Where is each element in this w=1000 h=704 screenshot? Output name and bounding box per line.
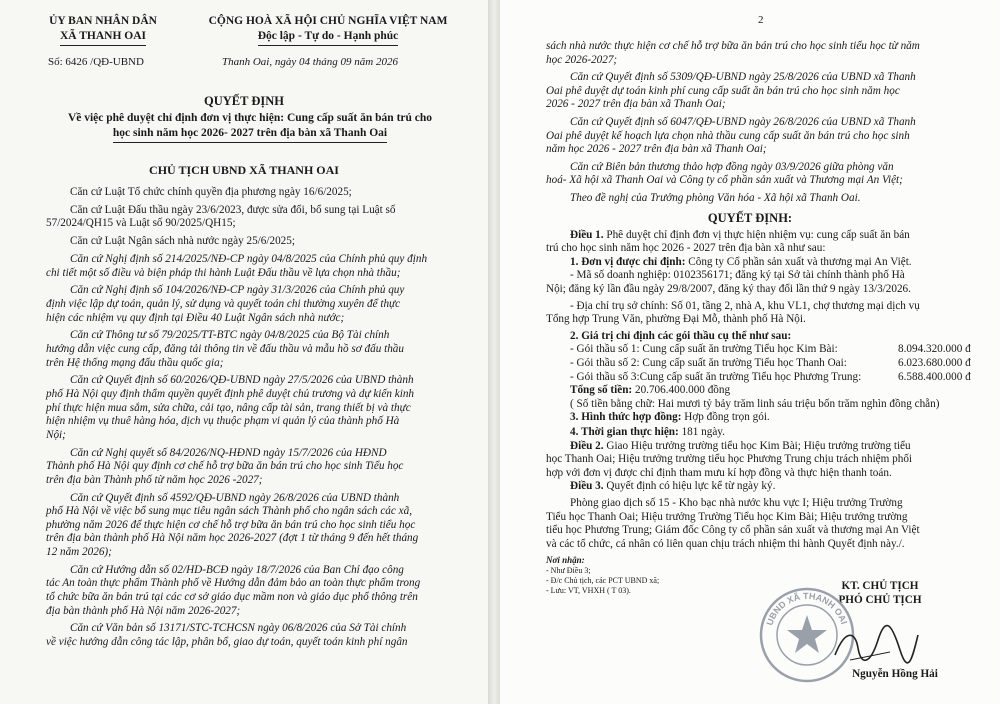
article-1-line: trú cho học sinh năm học 2026 - 2027 trên địa bàn xã như sau: xyxy=(546,242,826,255)
total-in-words: ( Số tiền bằng chữ: Hai mươi tỷ bảy trăm linh sáu triệu bốn trăm nghìn đồng chẵn) xyxy=(570,397,940,410)
legal-basis-line: địa bàn thành phố Hà Nội năm 2026-2027; xyxy=(46,604,241,617)
tax-info-line: - Mã số doanh nghiệp: 0102356171; đăng ký tại Sở tài chính thành phố Hà xyxy=(570,269,905,282)
basis-line: Căn cứ Biên bản thương thảo hợp đồng ngày 03/9/2026 giữa phòng văn xyxy=(570,160,894,173)
signer-name: Nguyễn Hồng Hải xyxy=(852,668,938,680)
packages-heading: 2. Giá trị chỉ định các gói thầu cụ thể như sau: xyxy=(570,329,792,342)
recipient-line: - Lưu: VT, VHXH ( T 03). xyxy=(546,586,631,596)
address-line: Tổng hợp Trung Văn, phường Đại Mỗ, thành phố Hà Nội. xyxy=(546,313,806,326)
legal-basis-line: Căn cứ Văn bản số 13171/STC-TCHCSN ngày 06/8/2026 của Sở Tài chính xyxy=(70,622,407,635)
basis-line: năm học 2026 - 2027 trên địa bàn xã Thanh Oai; xyxy=(546,143,767,156)
contract-type xyxy=(570,411,990,425)
legal-basis-line: Căn cứ Nghị quyết số 84/2026/NQ-HĐND ngày 15/7/2026 của HĐND xyxy=(70,446,387,459)
legal-basis-line: trên địa bàn Thành phố từ năm học 2026 -2027; xyxy=(46,473,263,486)
sign-title-1: KT. CHỦ TỊCH xyxy=(841,580,919,592)
package-name: - Gói thầu số 3:Cung cấp suất ăn trường Tiểu học Phương Trung: xyxy=(570,370,862,383)
legal-basis-line: 12 năm 2026); xyxy=(46,546,112,558)
article-3-line: tiểu học Phương Trung; Giám đốc Công ty cổ phần sản xuất và thương mại An Việt xyxy=(546,524,920,537)
basis-line: Căn cứ Quyết định số 6047/QĐ-UBND ngày 26/8/2026 của UBND xã Thanh xyxy=(570,116,916,128)
legal-basis-line: Căn cứ Luật Tổ chức chính quyền địa phương ngày 16/6/2025; xyxy=(70,186,352,198)
nation-line-1: CỘNG HOÀ XÃ HỘI CHỦ NGHĨA VIỆT NAM xyxy=(208,15,448,27)
duration xyxy=(570,426,990,440)
org-line-1: ỦY BAN NHÂN DÂN xyxy=(49,15,157,27)
document-number: Số: 6426 /QĐ-UBND xyxy=(48,56,144,68)
total-amount-label: Tổng số tiền: xyxy=(570,384,633,397)
legal-basis-line: tổ chức bữa ăn bán trú tại các cơ sở giáo dục mầm non và giáo dục phổ thông trên xyxy=(46,591,418,603)
legal-basis-line: hiện các nhiệm vụ quy định tại Điều 40 Luật Ngân sách nhà nước; xyxy=(46,311,345,324)
article-3-line: Tiểu học Thanh Oai; Hiệu trưởng Trường Tiểu học Kim Bài; Hiệu trưởng trường xyxy=(546,510,908,523)
contract-type-label: 3. Hình thức hợp đồng: xyxy=(570,411,682,424)
legal-basis-line: phường năm 2026 để thực hiện cơ chế hỗ trợ bữa ăn bán trú cho học sinh tiểu học xyxy=(46,518,416,531)
continued-line: sách nhà nước thực hiện cơ chế hỗ trợ bữa ăn bán trú cho học sinh tiểu học từ năm xyxy=(546,40,920,52)
package-amount: 6.588.400.000 đ xyxy=(898,370,971,383)
article-1-label: Điều 1. xyxy=(570,228,604,241)
legal-basis-line: định việc lập dự toán, quản lý, sử dụng và quyết toán chi thường xuyên để thực xyxy=(46,298,401,310)
article-3-label: Điều 3. xyxy=(570,480,604,493)
signature-icon xyxy=(830,620,920,670)
page-number: 2 xyxy=(758,14,764,26)
subject-line-1: Về việc phê duyệt chỉ định đơn vị thực hiện: Cung cấp suất ăn bán trú cho xyxy=(67,112,433,124)
national-motto xyxy=(180,14,476,46)
legal-basis-line: Thành phố Hà Nội quy định cơ chế hỗ trợ bữa ăn bán trú cho học sinh Tiểu học xyxy=(46,460,404,473)
basis-line: 2026 - 2027 trên địa bàn xã Thanh Oai; xyxy=(546,98,726,111)
legal-basis-line: Căn cứ Luật Ngân sách nhà nước ngày 25/6/2025; xyxy=(70,235,295,248)
total-amount xyxy=(570,384,990,398)
page-gutter xyxy=(488,0,500,704)
left-page xyxy=(0,0,488,704)
article-2 xyxy=(570,440,990,454)
legal-basis-line: hiện nhiệm vụ thuê hàng hóa, dịch vụ thuộc phạm vi quản lý của thành phố Hà xyxy=(46,415,400,428)
article-1 xyxy=(570,229,990,243)
legal-basis-line: chi tiết một số điều và biện pháp thi hành Luật Đấu thầu về lựa chọn nhà thầu; xyxy=(46,266,401,279)
legal-basis-line: trên địa bàn thành phố Hà Nội năm học 2026-2027 (đợt 1 từ tháng 9 đến hết tháng xyxy=(46,532,419,545)
legal-basis-line: Căn cứ Nghị định số 214/2025/NĐ-CP ngày 04/8/2025 của Chính phủ quy định xyxy=(70,253,428,265)
basis-line: hoá- Xã hội xã Thanh Oai và Công ty cổ phần sản xuất và Thương mại An Việt; xyxy=(546,174,903,187)
basis-line: Theo đề nghị của Trưởng phòng Văn hóa - Xã hội xã Thanh Oai. xyxy=(570,192,861,204)
article-2-label: Điều 2. xyxy=(570,439,604,452)
subject-line-2-text: học sinh năm học 2026- 2027 trên địa bàn xã Thanh Oai xyxy=(113,126,387,143)
issuing-authority xyxy=(18,14,188,46)
contract-type-value: Hợp đồng trọn gói. xyxy=(681,411,770,424)
article-2-value: Giao Hiệu trưởng trường tiểu học Kim Bài; Hiệu trưởng trường tiểu xyxy=(603,439,911,452)
article-2-line: hợp với đơn vị được chỉ định tham mưu kí hợp đồng và thực hiện thanh toán. xyxy=(546,466,892,479)
continued-line: học 2026-2027; xyxy=(546,53,618,66)
legal-basis-line: Căn cứ Quyết định số 60/2026/QĐ-UBND ngày 27/5/2026 của UBND thành xyxy=(70,374,414,387)
subject xyxy=(20,111,480,143)
designated-unit-value: Công ty Cổ phần sản xuất và thương mại An Việt. xyxy=(685,255,912,268)
legal-basis-line: tác An toàn thực phẩm Thành phố về Hướng dẫn đảm bảo an toàn thực phẩm trong xyxy=(46,577,421,590)
org-line-2 xyxy=(18,29,188,46)
designated-unit-label: 1. Đơn vị được chỉ định: xyxy=(570,255,686,268)
org-name: XÃ THANH OAI xyxy=(60,29,146,46)
legal-basis-line: 57/2024/QH15 và Luật số 90/2025/QH15; xyxy=(46,217,236,230)
designated-unit xyxy=(570,256,990,270)
document-type: QUYẾT ĐỊNH xyxy=(204,94,284,108)
motto: Độc lập - Tự do - Hạnh phúc xyxy=(258,29,399,46)
legal-basis-line: Căn cứ Hướng dẫn số 02/HD-BCĐ ngày 18/7/2026 của Ban Chỉ đạo công xyxy=(70,563,404,576)
authority-heading: CHỦ TỊCH UBND XÃ THANH OAI xyxy=(149,163,339,177)
duration-label: 4. Thời gian thực hiện: xyxy=(570,426,679,438)
legal-basis-line: Nội; xyxy=(46,428,66,441)
package-amount: 8.094.320.000 đ xyxy=(898,343,971,356)
decision-heading: QUYẾT ĐỊNH: xyxy=(707,210,793,225)
right-page xyxy=(500,0,1000,704)
legal-basis-line: phố Hà Nội về việc bổ sung mục tiêu ngân sách Thành phố cho ngân sách các xã, xyxy=(46,505,413,518)
legal-basis-line: Căn cứ Thông tư số 79/2025/TT-BTC ngày 04/8/2025 của Bộ Tài chính xyxy=(70,329,390,342)
package-name: - Gói thầu số 2: Cung cấp suất ăn trường Tiểu học Thanh Oai: xyxy=(570,357,847,369)
duration-value: 181 ngày. xyxy=(678,426,725,438)
legal-basis-line: phố Hà Nội quy định thẩm quyền quyết định phê duyệt chủ trương và dự kiến kinh xyxy=(46,388,415,400)
article-3-value: Quyết định có hiệu lực kể từ ngày ký. xyxy=(603,480,776,493)
legal-basis-line: hướng dẫn việc cung cấp, đăng tải thông tin về đấu thầu và mẫu hồ sơ đấu thầu xyxy=(46,343,404,355)
tax-info-line: Nội; đăng ký lần đầu ngày 29/8/2007, đăng ký thay đổi lần thứ 9 ngày 13/3/2026. xyxy=(546,283,911,295)
article-3 xyxy=(570,480,990,494)
recipient-line: - Đ/c Chủ tịch, các PCT UBND xã; xyxy=(546,576,660,586)
legal-basis-line: Căn cứ Luật Đấu thầu ngày 23/6/2023, được sửa đổi, bổ sung tại Luật số xyxy=(70,203,396,216)
legal-basis-line: phí thực hiện mua sắm, sửa chữa, cải tạo, nâng cấp tài sản, trang thiết bị và thực xyxy=(46,401,411,414)
recipients-title: Nơi nhận: xyxy=(546,555,585,566)
legal-basis-line: trên Hệ thống mạng đấu thầu quốc gia; xyxy=(46,356,224,369)
package-name: - Gói thầu số 1: Cung cấp suất ăn trường Tiểu học Kim Bài: xyxy=(570,343,838,356)
recipient-line: - Như Điều 3; xyxy=(546,566,591,576)
basis-line: Căn cứ Quyết định số 5309/QĐ-UBND ngày 25/8/2026 của UBND xã Thanh xyxy=(570,71,916,84)
article-3-line: Phòng giao dịch số 15 - Kho bạc nhà nước khu vực I; Hiệu trưởng Trường xyxy=(570,497,903,509)
basis-line: Oai phê duyệt kế hoạch lựa chọn nhà thầu cung cấp suất ăn bán trú cho học sinh xyxy=(546,129,910,142)
article-3-line: và các tổ chức, cá nhân có liên quan chịu trách nhiệm thi hành Quyết định này./. xyxy=(546,537,905,550)
basis-line: Oai phê duyệt dự toán kinh phí cung cấp suất ăn bán trú cho học sinh năm học xyxy=(546,84,900,97)
legal-basis-line: Căn cứ Nghị định số 104/2026/NĐ-CP ngày 31/3/2026 của Chính phủ quy xyxy=(70,284,405,297)
article-1-value: Phê duyệt chỉ định đơn vị thực hiện nhiệm vụ: cung cấp suất ăn bán xyxy=(603,228,910,241)
address-line: - Địa chỉ trụ sở chính: Số 01, tầng 2, nhà A, khu VL1, chợ thương mại dịch vụ xyxy=(570,299,920,312)
package-amount: 6.023.680.000 đ xyxy=(898,357,971,369)
total-amount-value: 20.706.400.000 đồng xyxy=(632,384,731,397)
legal-basis-line: về việc hướng dẫn công tác lập, phân bổ, giao dự toán, quyết toán kinh phí ngân xyxy=(46,636,408,648)
legal-basis-line: Căn cứ Quyết định số 4592/QĐ-UBND ngày 26/8/2026 của UBND thành xyxy=(70,491,400,504)
subject-line-2 xyxy=(20,126,480,143)
place-date: Thanh Oai, ngày 04 tháng 09 năm 2026 xyxy=(222,56,398,68)
nation-line-2 xyxy=(180,29,476,46)
sign-title-2: PHÓ CHỦ TỊCH xyxy=(838,594,922,606)
article-2-line: học Thanh Oai; Hiệu trưởng trường tiểu học Phương Trung chịu trách nhiệm phối xyxy=(546,453,913,466)
svg-text:UBND XÃ THANH OAI: UBND XÃ THANH OAI xyxy=(764,590,850,627)
